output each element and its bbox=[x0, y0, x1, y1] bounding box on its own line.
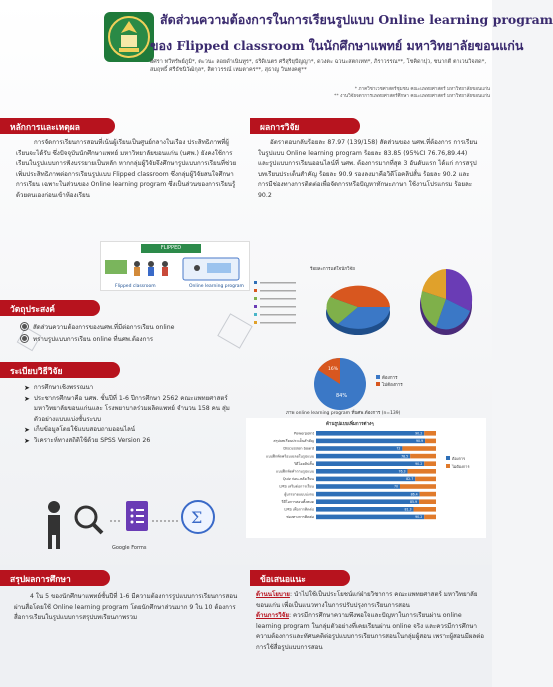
bar-caption: ภาพ online learning program ที่นศพ.ต้องการ (n=139) bbox=[286, 411, 401, 416]
methods-heading: ระเบียบวิธีวิจัย bbox=[0, 362, 120, 378]
bar-legend-label: ต้องการ bbox=[452, 455, 466, 461]
poster-title-line1: สัดส่วนความต้องการในการเรียนรูปแบบ Online learning program bbox=[160, 12, 553, 27]
bar-segment bbox=[316, 492, 420, 497]
bar-category-label: แบบฝึกหัดพร้อมเฉลยในรูปแบบ bbox=[266, 454, 314, 459]
bar-title: ด้านรูปแบบเพิ่มการต่างๆ bbox=[326, 422, 374, 427]
method-text: เก็บข้อมูลโดยใช้แบบสอบถามออนไลน์ bbox=[33, 426, 136, 433]
bar-category-label: Powerpoint bbox=[293, 431, 314, 436]
bar-segment bbox=[316, 515, 424, 520]
method-item bbox=[24, 436, 239, 447]
authors: อิศรา ทวีทรัพย์ภูมิ*, ตะวนะ ลอยดำเนินทูร*, ธริดิเนตร ศรีสุริยุปัญญา*, ดวงตะ ฉวนะสตกเทท*, ภิราวรรณ**, โชคิดาปุว, ชนากตี ตาเวนวิจสด*, สมฤทธิ์ ศรีธัชนิวัฒิกุล*, สิตาวรรณ์ เหมตาคร**, สุธาญ วินทงคตู** bbox=[150, 59, 487, 73]
header bbox=[0, 0, 553, 110]
magnifier-icon bbox=[76, 507, 102, 533]
arrow-bullet-icon: ➤ bbox=[24, 436, 30, 445]
bar-value-label: 72 bbox=[396, 446, 401, 451]
bar-value-label: 90.2 bbox=[415, 515, 423, 520]
pie2-legend bbox=[376, 375, 403, 389]
method-item bbox=[24, 383, 239, 394]
flipped-caption-left: Flipped classroom bbox=[115, 284, 156, 289]
objectives-heading: วัตถุประสงค์ bbox=[0, 300, 100, 316]
classroom-people-icon bbox=[101, 254, 249, 288]
background-text: การจัดการเรียนการสอนที่เน้นผู้เรียนเป็นศูนย์กลางในเรือง ประสิทธิภาพที่ผู้เรียนจะได้รับ ซึ่งปัจจุบันนักศึกษาแพทย์ มหาวิทยาลัยขอนแก่น (นศพ.) ยังคงใช้การเรียนในรูปแบบการฟังบรรยายเป็นหลัก หากกลุ่มผู้วิจัยจึงศึกษารูปแบบการเรียนที่ช่วยเพิ่มประสิทธิภาพต่อการเรียนรูปแบบ Flipped classroom ซึ่งกลุ่มผู้วิจัยสนใจศึกษาการเรียน เฉพาะในส่วนของ Online learning program ซึ่งเป็นส่วนของการเรียนรู้ด้วยตนเองก่อนเข้าห้องเรียน bbox=[16, 139, 237, 199]
suggestion-policy bbox=[256, 590, 484, 611]
results-text: อัตราตอบกลับร้อยละ 87.97 (139/158) สัดส่วนของ นศพ.ที่ต้องการ การเรียนในรูปแบบ Online learning program ร้อยละ 83.85 (95%CI 76.76,89.44) และรูปแบบการเรียนออนไลน์ที่ นศพ. ต้องการมากที่สุด 3 อันดับแรก ได้แก่ การสรุปบทเรียนประเด็นสำคัญ ร้อยละ 90.9 รองลงมาคือวิดีโอคลิปสั้น ร้อยละ 90.2 และการมีช่องทางการติดต่อเพื่อจัดการหรือปัญหาทักษะภาษา ใช้งานโปรแกรม ร้อยละ 90.2 bbox=[258, 139, 478, 199]
pie-needs-chart bbox=[314, 358, 366, 410]
policy-text: : นำไปใช้เป็นประโยชน์แก่ฝ่ายวิชาการ คณะแพทยศาสตร์ มหาวิทยาลัยขอนแก่น เพื่อเป็นแนวทางในการปรับปรุงการเรียนการสอน bbox=[256, 591, 478, 609]
arrow-bullet-icon: ➤ bbox=[24, 426, 30, 434]
suggestions-text bbox=[256, 590, 484, 653]
method-icons bbox=[40, 495, 240, 565]
suggestions-heading: ข้อเสนอแนะ bbox=[250, 570, 350, 586]
pie1-3d bbox=[326, 286, 390, 335]
university-logo bbox=[104, 12, 154, 62]
objective-item bbox=[20, 322, 235, 334]
bar-category-label: วีดีโอการสอนทั้งหมด bbox=[281, 499, 314, 504]
research-text: : ควรมีการศึกษาความพึงพอใจและปัญหาในการเรียนผ่าน online learning program ในกลุ่มตัวอย่างที่เคยเรียนผ่าน online จริง และควรมีการศึกษาความต้องการและทัศนคติต่อรูปแบบการเรียนการสอนในกลุ่มผู้สอน เพราะผู้สอนมีผลต่อการใช้สื่อรูปแบบการสอน bbox=[256, 612, 484, 651]
results-heading: ผลการวิจัย bbox=[250, 118, 360, 134]
google-forms-label: Google Forms bbox=[112, 545, 147, 551]
bar-chart-svg bbox=[246, 426, 486, 536]
bar-category-label: Discussion board bbox=[283, 446, 314, 451]
bar-value-label: 90.2 bbox=[415, 461, 423, 466]
pie2-3d bbox=[420, 269, 472, 335]
method-text: ประชากรศึกษาคือ นศพ. ชั้นปีที่ 1-6 ปีการศึกษา 2562 คณะแพทยศาสตร์ มหาวิทยาลัยขอนแก่นและ โรงพยาบาลร่วมผลิตแพทย์ จำนวน 158 คน สุ่มตัวอย่างแบบแบ่งชั้นระบบ bbox=[33, 394, 230, 423]
objective-text: ทราบรูปแบบการเรียน online ที่นศพ.ต้องการ bbox=[33, 336, 154, 343]
background-heading: หลักการและเหตุผล bbox=[0, 118, 115, 134]
legend-want: ต้องการ bbox=[376, 375, 403, 382]
statistics-icon bbox=[182, 501, 214, 533]
university-seal-icon bbox=[107, 15, 151, 59]
affiliation-1: * ภาควิชาเวชศาสตร์ชุมชน คณะแพทยศาสตร์ มหาวิทยาลัยขอนแก่น bbox=[354, 87, 490, 92]
google-forms-icon bbox=[126, 501, 148, 531]
objectives-list bbox=[20, 322, 235, 346]
arrow-bullet-icon: ➤ bbox=[24, 394, 30, 403]
person-icon bbox=[48, 501, 60, 549]
bar-category-label: สรุปบทเรียนประเด็นสำคัญ bbox=[273, 439, 314, 444]
flipped-illustration bbox=[100, 241, 250, 291]
bar-segment bbox=[419, 499, 436, 504]
method-item bbox=[24, 394, 239, 426]
bar-value-label: 85.9 bbox=[409, 499, 418, 504]
pie-charts-svg bbox=[250, 269, 485, 419]
objective-item bbox=[20, 334, 235, 346]
bar-segment bbox=[316, 484, 400, 489]
method-text: การศึกษาเชิงพรรณนา bbox=[33, 384, 94, 391]
svg-text:Σ: Σ bbox=[191, 508, 203, 527]
flipped-caption-right: Online learning program bbox=[189, 284, 244, 289]
bar-value-label: 78.5 bbox=[401, 454, 409, 459]
bar-segment bbox=[424, 431, 436, 436]
bar-value-label: 70 bbox=[393, 484, 398, 489]
bar-segment bbox=[316, 454, 410, 459]
target-icon bbox=[20, 322, 29, 331]
bar-category-label: LMS เพื่อการติดต่อ bbox=[284, 507, 314, 512]
flipped-banner: FLIPPED bbox=[141, 244, 201, 253]
bar-segment bbox=[316, 446, 402, 451]
bar-segment bbox=[316, 461, 424, 466]
bar-value-label: 76.3 bbox=[398, 469, 406, 474]
bar-segment bbox=[316, 499, 419, 504]
poster-title-line2: ของ Flipped classroom ในนักศึกษาแพทย์ มหาวิทยาลัยขอนแก่น bbox=[150, 38, 524, 53]
legend-not-want: ไม่ต้องการ bbox=[376, 382, 403, 389]
bar-value-label: 82.7 bbox=[406, 477, 414, 482]
summary-heading: สรุปผลการศึกษา bbox=[0, 570, 110, 586]
target-icon bbox=[20, 334, 29, 343]
bar-segment bbox=[400, 484, 436, 489]
bar-segment bbox=[316, 507, 414, 512]
suggestion-research bbox=[256, 611, 484, 653]
bar-value-label: 86.4 bbox=[410, 492, 418, 497]
bar-category-label: แบบฝึกหัดคำถามรูปแบบ bbox=[276, 469, 314, 474]
bar-segment bbox=[424, 515, 436, 520]
bar-segment bbox=[316, 477, 415, 482]
methods-illustration bbox=[40, 495, 240, 565]
pie2-value-not-want: 16% bbox=[328, 367, 339, 372]
policy-label: ด้านนโยบาย bbox=[256, 591, 290, 598]
summary-text: 4 ใน 5 ของนักศึกษาแพทย์ชั้นปีที่ 1-6 มีความต้องการรูปแบบการเรียนการสอนผ่านสื่อโดยใช้ Online learning program โดยนักศึกษาส่วนมาก 9 ใน 10 ต้องการสื่อการเรียนในรูปแบบการสรุปบทเรียนภาพรวม bbox=[14, 593, 238, 621]
bar-segment bbox=[414, 507, 436, 512]
bar-segment bbox=[425, 439, 436, 444]
bar-category-label: ผู้บรรยายแบบบ่งจบ bbox=[284, 492, 314, 497]
bar-legend-swatch bbox=[446, 464, 450, 468]
bar-value-label: 90.9 bbox=[415, 439, 424, 444]
method-text: วิเคราะห์ทางสถิติใช้ด้วย SPSS Version 26 bbox=[33, 436, 151, 444]
bar-segment bbox=[410, 454, 436, 459]
bar-segment bbox=[415, 477, 436, 482]
bar-chart bbox=[246, 418, 486, 538]
bar-segment bbox=[424, 461, 436, 466]
bar-segment bbox=[316, 439, 425, 444]
affiliation-2: ** งานวิจัยจตาการแพทยศาสตร์ศึกษา คณะแพทยศาสตร์ มหาวิทยาลัยขอนแก่น bbox=[334, 94, 490, 99]
methods-list bbox=[24, 383, 239, 446]
bar-value-label: 81.3 bbox=[404, 507, 412, 512]
bar-value-label: 90.2 bbox=[415, 431, 423, 436]
bar-segment bbox=[316, 431, 424, 436]
bar-segment bbox=[420, 492, 436, 497]
bar-category-label: Quiz ก่อน-หลังเรียน bbox=[282, 477, 314, 482]
bar-legend-swatch bbox=[446, 456, 450, 460]
arrow-bullet-icon: ➤ bbox=[24, 384, 30, 392]
bar-category-label: LMS เสริมต่อการเรียน bbox=[279, 484, 314, 489]
bar-category-label: ช่องทางการติดต่อ bbox=[286, 515, 314, 520]
bar-legend-label: ไม่ต้องการ bbox=[452, 463, 470, 469]
pie1-title: ร้อยละการแต่ใจนักวิจัย bbox=[310, 267, 355, 272]
objective-text: สัดส่วนความต้องการของนศพ.ที่มีต่อการเรียน online bbox=[33, 324, 175, 331]
method-item bbox=[24, 425, 239, 436]
bar-category-label: วิดีโอคลิปสั้น bbox=[294, 461, 314, 466]
research-label: ด้านการวิจัย bbox=[256, 612, 289, 619]
bar-segment bbox=[402, 446, 436, 451]
bar-segment bbox=[316, 469, 408, 474]
bar-segment bbox=[408, 469, 436, 474]
legend-list-1 bbox=[254, 281, 296, 324]
affiliations bbox=[300, 86, 490, 100]
pie2-value-want: 84% bbox=[336, 393, 348, 399]
